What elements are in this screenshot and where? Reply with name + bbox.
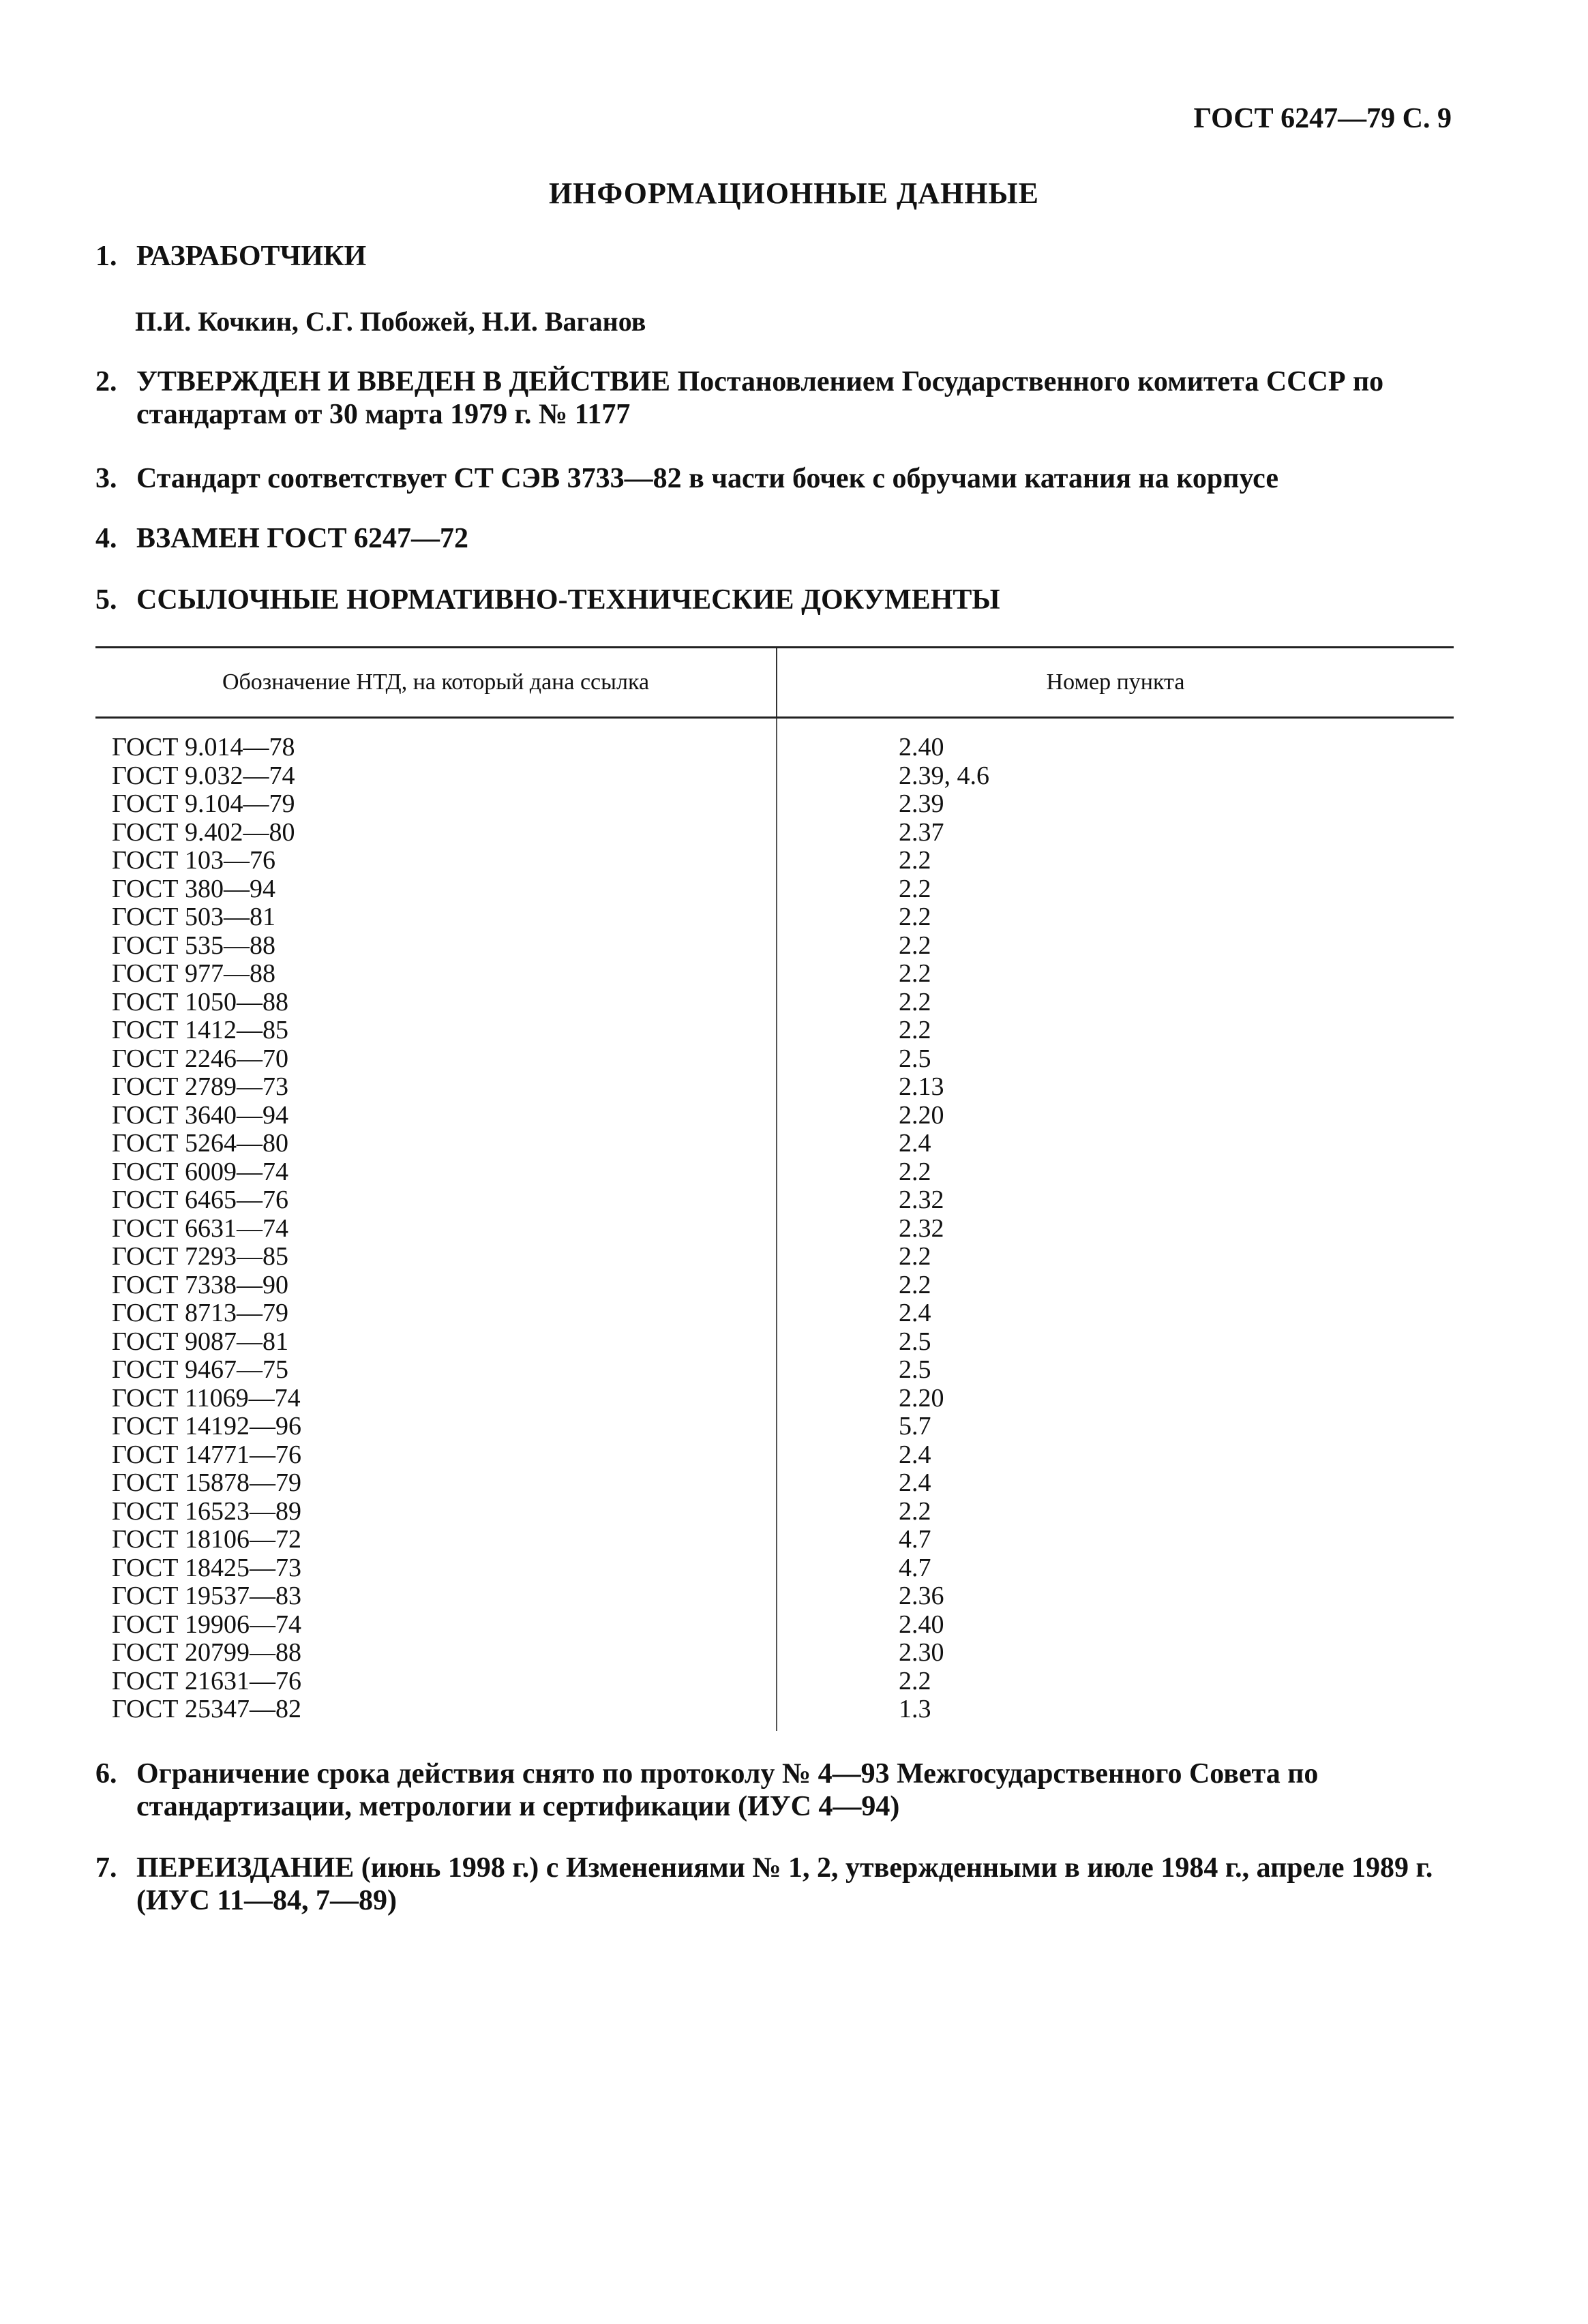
table-row: [95, 1639, 1454, 1667]
cell-document: ГОСТ 103—76: [112, 846, 275, 875]
table-header: [95, 648, 1454, 716]
cell-document: ГОСТ 20799—88: [112, 1638, 301, 1667]
cell-clause: 2.4: [899, 1299, 931, 1327]
cell-clause: 2.5: [899, 1044, 931, 1073]
cell-document: ГОСТ 14192—96: [112, 1412, 301, 1440]
cell-document: ГОСТ 7293—85: [112, 1242, 288, 1271]
cell-document: ГОСТ 11069—74: [112, 1383, 301, 1413]
cell-document: ГОСТ 1050—88: [112, 987, 288, 1016]
cell-clause: 2.30: [899, 1638, 944, 1667]
table-row: [95, 790, 1454, 819]
table-row: [95, 1526, 1454, 1554]
table-row: [95, 819, 1454, 847]
table-row: [95, 1016, 1454, 1045]
item-1: [95, 240, 1452, 273]
cell-document: ГОСТ 9.014—78: [112, 733, 295, 761]
table-row: [95, 1469, 1454, 1498]
table-row: [95, 875, 1454, 904]
cell-clause: 2.4: [899, 1468, 931, 1497]
cell-clause: 2.2: [899, 987, 931, 1016]
cell-clause: 2.39, 4.6: [899, 761, 989, 790]
table-row: [95, 1102, 1454, 1130]
table-row: [95, 1413, 1454, 1441]
cell-clause: 2.2: [899, 1496, 931, 1526]
table-row: [95, 1271, 1454, 1300]
cell-clause: 2.13: [899, 1072, 944, 1101]
cell-clause: 2.40: [899, 733, 944, 761]
cell-document: ГОСТ 8713—79: [112, 1299, 288, 1327]
item-text: РАЗРАБОТЧИКИ: [136, 241, 367, 272]
table-row: [95, 1073, 1454, 1102]
item-3: [95, 462, 1452, 495]
cell-document: ГОСТ 21631—76: [112, 1666, 301, 1695]
item-2: [95, 365, 1452, 431]
cell-document: ГОСТ 2789—73: [112, 1072, 288, 1101]
cell-document: ГОСТ 6465—76: [112, 1186, 288, 1214]
cell-document: ГОСТ 1412—85: [112, 1016, 288, 1044]
cell-document: ГОСТ 535—88: [112, 931, 275, 960]
cell-clause: 1.3: [899, 1695, 931, 1723]
table-row: [95, 1130, 1454, 1158]
table-row: [95, 1186, 1454, 1215]
table-row: [95, 1582, 1454, 1611]
table-row: [95, 1158, 1454, 1187]
cell-clause: 2.5: [899, 1355, 931, 1384]
table-row: [95, 989, 1454, 1017]
table-row: [95, 1045, 1454, 1074]
item-text: ВЗАМЕН ГОСТ 6247—72: [136, 523, 469, 554]
table-row: [95, 1385, 1454, 1413]
cell-document: ГОСТ 6009—74: [112, 1157, 288, 1186]
cell-clause: 2.4: [899, 1440, 931, 1469]
cell-clause: 2.20: [899, 1100, 944, 1130]
table-row: [95, 1215, 1454, 1243]
cell-document: ГОСТ 3640—94: [112, 1100, 288, 1130]
cell-clause: 2.20: [899, 1383, 944, 1413]
table-row: [95, 1611, 1454, 1640]
cell-document: ГОСТ 9087—81: [112, 1327, 288, 1356]
item-number: 4.: [95, 523, 117, 554]
item-text: ССЫЛОЧНЫЕ НОРМАТИВНО-ТЕХНИЧЕСКИЕ ДОКУМЕНТЫ: [136, 584, 1000, 616]
cell-clause: 2.2: [899, 1666, 931, 1695]
cell-clause: 4.7: [899, 1525, 931, 1554]
item-number: 2.: [95, 366, 117, 397]
cell-clause: 2.2: [899, 1157, 931, 1186]
cell-clause: 2.2: [899, 874, 931, 903]
cell-clause: 2.2: [899, 1270, 931, 1299]
cell-clause: 2.2: [899, 903, 931, 931]
item-7: [95, 1852, 1459, 1917]
page-title: ИНФОРМАЦИОННЫЕ ДАННЫЕ: [548, 177, 1040, 210]
item-body: Постановлением Государственного комитета СССР по стандартам от 30 марта 1979 г. № 1177: [136, 366, 1384, 430]
cell-clause: 2.2: [899, 846, 931, 875]
cell-document: ГОСТ 9467—75: [112, 1355, 288, 1384]
cell-clause: 2.2: [899, 959, 931, 988]
table-row: [95, 1243, 1454, 1271]
table-row: [95, 762, 1454, 791]
cell-clause: 2.2: [899, 1242, 931, 1271]
item-number: 3.: [95, 463, 117, 494]
cell-clause: 2.5: [899, 1327, 931, 1356]
cell-document: ГОСТ 9.032—74: [112, 761, 295, 790]
item-text: ПЕРЕИЗДАНИЕ (июнь 1998 г.) с Изменениями № 1, 2, утвержденными в июле 1984 г., апреле 1989 г. (ИУС 11—84, 7—89): [136, 1852, 1433, 1916]
cell-document: ГОСТ 9.402—80: [112, 817, 295, 847]
table-row: [95, 960, 1454, 989]
cell-document: ГОСТ 25347—82: [112, 1695, 301, 1723]
table-row: [95, 1498, 1454, 1526]
table-row: [95, 1328, 1454, 1357]
table-row: [95, 1695, 1454, 1724]
cell-document: ГОСТ 2246—70: [112, 1044, 288, 1073]
table-row: [95, 1299, 1454, 1328]
item-number: 1.: [95, 241, 117, 272]
table-row: [95, 932, 1454, 961]
page-reference: ГОСТ 6247—79 С. 9: [1193, 103, 1452, 134]
cell-clause: 5.7: [899, 1412, 931, 1440]
item-number: 5.: [95, 584, 117, 616]
item-number: 7.: [95, 1852, 117, 1884]
table-row: [95, 1667, 1454, 1696]
authors: П.И. Кочкин, С.Г. Побожей, Н.И. Ваганов: [135, 306, 646, 337]
cell-document: ГОСТ 15878—79: [112, 1468, 301, 1497]
cell-document: ГОСТ 9.104—79: [112, 789, 295, 818]
table-row: [95, 1356, 1454, 1385]
cell-clause: 2.4: [899, 1129, 931, 1158]
cell-clause: 2.2: [899, 931, 931, 960]
cell-document: ГОСТ 14771—76: [112, 1440, 301, 1469]
cell-document: ГОСТ 19537—83: [112, 1582, 301, 1610]
cell-clause: 2.40: [899, 1610, 944, 1639]
cell-clause: 2.39: [899, 789, 944, 818]
table-row: [95, 903, 1454, 932]
cell-clause: 2.37: [899, 817, 944, 847]
cell-document: ГОСТ 380—94: [112, 874, 275, 903]
cell-document: ГОСТ 18425—73: [112, 1553, 301, 1582]
cell-clause: 4.7: [899, 1553, 931, 1582]
table-body: [95, 719, 1454, 1724]
cell-document: ГОСТ 5264—80: [112, 1129, 288, 1158]
cell-document: ГОСТ 977—88: [112, 959, 275, 988]
cell-document: ГОСТ 19906—74: [112, 1610, 301, 1639]
cell-document: ГОСТ 6631—74: [112, 1213, 288, 1243]
column-header-document: Обозначение НТД, на который дана ссылка: [222, 669, 650, 695]
table-row: [95, 734, 1454, 762]
item-number: 6.: [95, 1758, 117, 1790]
cell-document: ГОСТ 7338—90: [112, 1270, 288, 1299]
item-text: Стандарт соответствует СТ СЭВ 3733—82 в части бочек с обручами катания на корпусе: [136, 463, 1278, 494]
table-row: [95, 847, 1454, 875]
reference-table: [95, 646, 1454, 1724]
cell-clause: 2.2: [899, 1016, 931, 1044]
cell-clause: 2.32: [899, 1186, 944, 1214]
cell-clause: 2.32: [899, 1213, 944, 1243]
cell-document: ГОСТ 16523—89: [112, 1496, 301, 1526]
item-4: [95, 522, 1452, 555]
item-text: Ограничение срока действия снято по протоколу № 4—93 Межгосударственного Совета по стандартизации, метрологии и сертификации (ИУС 4—94): [136, 1758, 1319, 1822]
item-5: [95, 584, 1452, 616]
cell-clause: 2.36: [899, 1582, 944, 1610]
table-row: [95, 1554, 1454, 1583]
item-6: [95, 1757, 1459, 1823]
item-text: [136, 365, 1452, 431]
item-bold-lead: УТВЕРЖДЕН И ВВЕДЕН В ДЕЙСТВИЕ: [136, 366, 671, 397]
table-row: [95, 1441, 1454, 1470]
column-header-clause: Номер пункта: [776, 648, 1454, 716]
cell-document: ГОСТ 18106—72: [112, 1525, 301, 1554]
cell-document: ГОСТ 503—81: [112, 903, 275, 931]
